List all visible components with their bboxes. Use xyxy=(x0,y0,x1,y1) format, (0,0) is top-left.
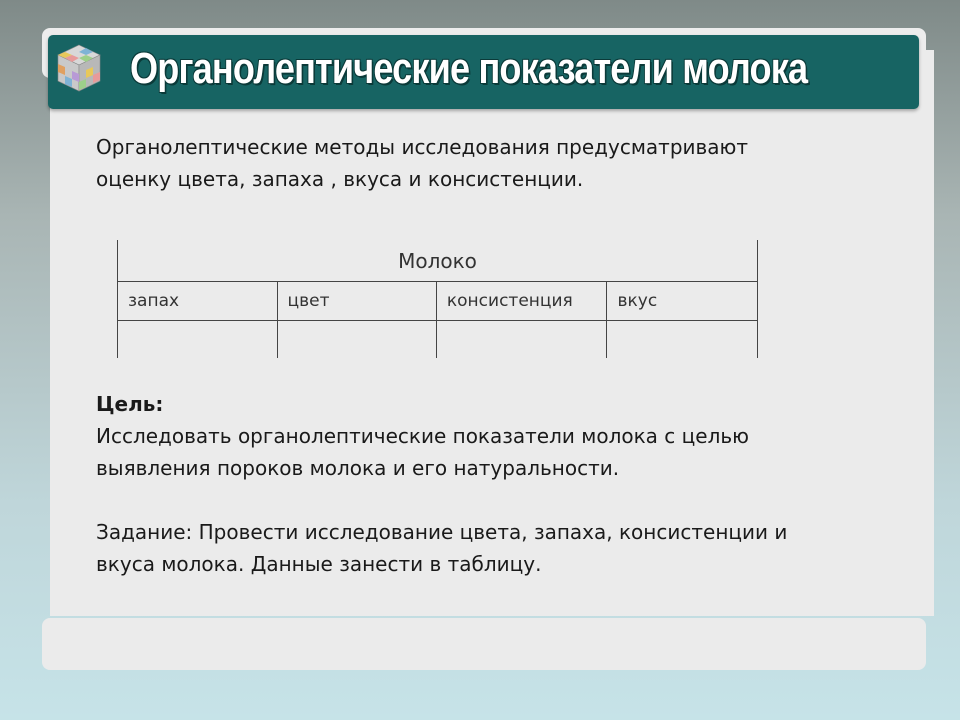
bottom-strip-decoration xyxy=(42,618,926,670)
intro-line: оценку цвета, запаха , вкуса и консистенции. xyxy=(96,167,584,191)
table-cell xyxy=(436,321,607,359)
table-columns-row xyxy=(118,282,758,321)
table-column-color: цвет xyxy=(277,282,436,321)
table-header-cell: Молоко xyxy=(118,240,758,282)
goal-heading: Цель: xyxy=(96,392,164,416)
goal-text xyxy=(96,420,856,484)
task-line: вкуса молока. Данные занести в таблицу. xyxy=(96,552,542,576)
table-cell xyxy=(277,321,436,359)
task-line: Задание: Провести исследование цвета, запаха, консистенции и xyxy=(96,520,788,544)
table-column-consistency: консистенция xyxy=(436,282,607,321)
task-text xyxy=(96,516,856,580)
milk-table xyxy=(117,240,758,358)
table-header-row xyxy=(118,240,758,282)
table-row xyxy=(118,321,758,359)
intro-text xyxy=(96,131,856,195)
table-cell xyxy=(118,321,278,359)
intro-line: Органолептические методы исследования предусматривают xyxy=(96,135,749,159)
slide-title: Органолептические показатели молока xyxy=(130,44,808,93)
table-cell xyxy=(607,321,758,359)
goal-line: Исследовать органолептические показатели молока с целью xyxy=(96,424,749,448)
table-column-smell: запах xyxy=(118,282,278,321)
goal-line: выявления пороков молока и его натуральности. xyxy=(96,456,620,480)
table-column-taste: вкус xyxy=(607,282,758,321)
rubiks-cube-icon xyxy=(56,43,102,93)
